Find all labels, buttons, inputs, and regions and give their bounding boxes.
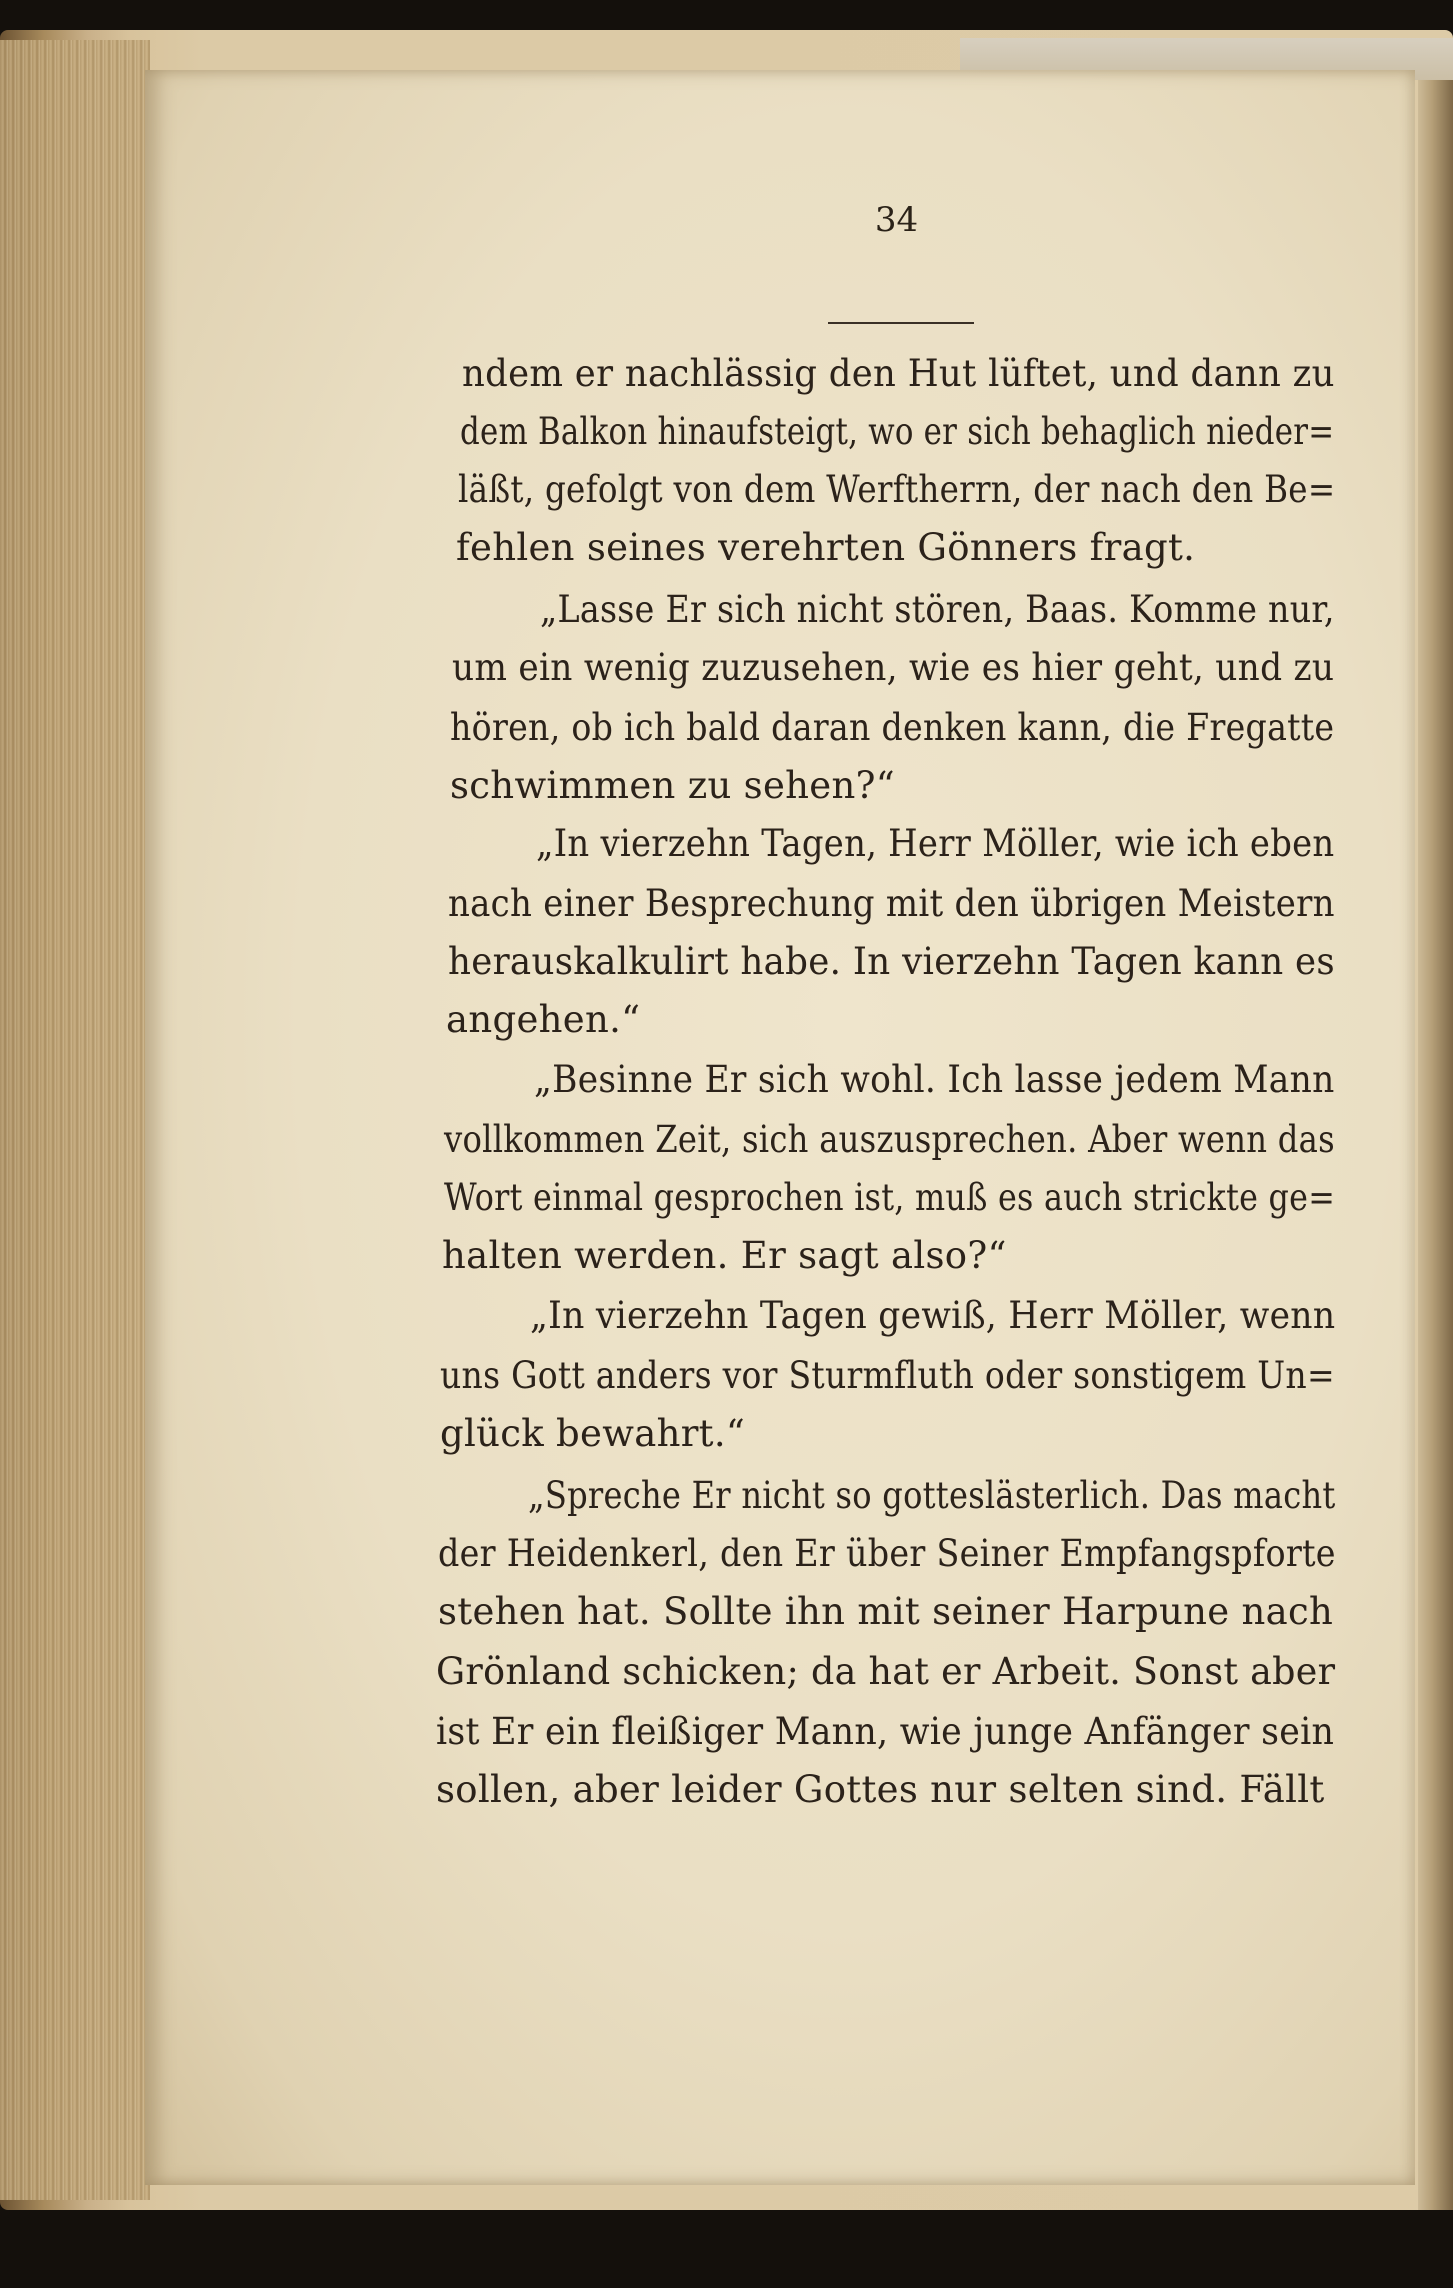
text-line: uns Gott anders vor Sturmfluth oder sonstigem Un=	[440, 1354, 1335, 1397]
text-line: sollen, aber leider Gottes nur selten sind. Fällt	[436, 1768, 1325, 1811]
text-line: stehen hat. Sollte ihn mit seiner Harpune nach	[438, 1590, 1334, 1633]
text-line: schwimmen zu sehen?“	[450, 764, 895, 807]
text-line: läßt, gefolgt von dem Werftherrn, der nach den Be=	[458, 468, 1336, 511]
text-line: „In vierzehn Tagen, Herr Möller, wie ich eben	[536, 822, 1335, 865]
text-line: Wort einmal gesprochen ist, muß es auch strickte ge=	[444, 1176, 1336, 1219]
text-line: hören, ob ich bald daran denken kann, die Fregatte	[450, 706, 1335, 749]
text-line: angehen.“	[446, 998, 641, 1041]
text-line: um ein wenig zuzusehen, wie es hier geht, und zu	[452, 646, 1335, 689]
text-line: Grönland schicken; da hat er Arbeit. Sonst aber	[436, 1650, 1336, 1693]
text-line: herauskalkulirt habe. In vierzehn Tagen kann es	[448, 940, 1336, 983]
text-line: dem Balkon hinaufsteigt, wo er sich behaglich nieder=	[460, 410, 1335, 453]
text-line: „In vierzehn Tagen gewiß, Herr Möller, wenn	[530, 1294, 1336, 1337]
text-line: „Lasse Er sich nicht stören, Baas. Komme nur,	[540, 588, 1335, 631]
text-line: fehlen seines verehrten Gönners fragt.	[456, 526, 1196, 569]
text-line: „Spreche Er nicht so gotteslästerlich. Das macht	[528, 1474, 1336, 1517]
text-line: halten werden. Er sagt also?“	[442, 1234, 1007, 1277]
page-number: 34	[874, 200, 919, 240]
text-line: glück bewahrt.“	[440, 1412, 746, 1455]
text-line: der Heidenkerl, den Er über Seiner Empfangspforte	[438, 1532, 1336, 1575]
text-line: nach einer Besprechung mit den übrigen Meistern	[448, 882, 1335, 925]
text-line: ndem er nachlässig den Hut lüftet, und dann zu	[462, 352, 1335, 395]
text-line: „Besinne Er sich wohl. Ich lasse jedem Mann	[534, 1058, 1335, 1101]
text-line: ist Er ein fleißiger Mann, wie junge Anfänger sein	[436, 1710, 1335, 1753]
text-line: vollkommen Zeit, sich auszusprechen. Aber wenn das	[444, 1118, 1335, 1161]
